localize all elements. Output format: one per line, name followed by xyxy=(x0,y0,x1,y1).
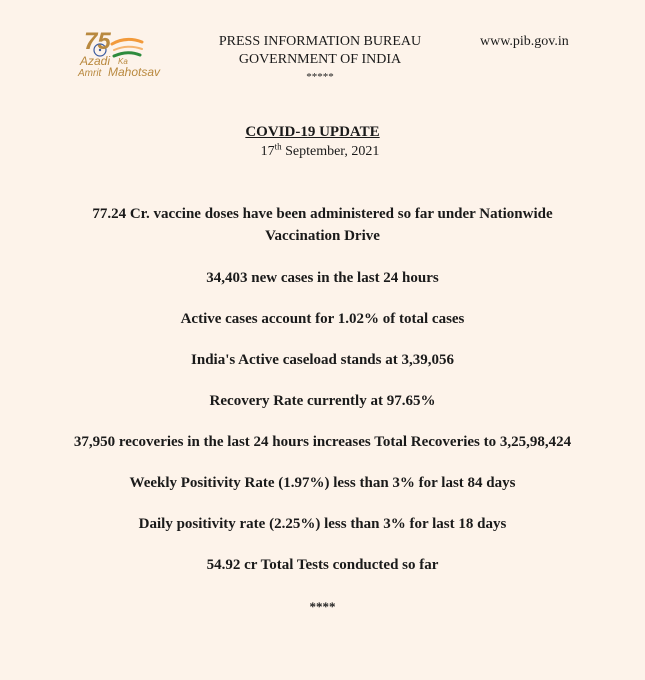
logo-number: 75 xyxy=(84,28,111,55)
date-suffix: th xyxy=(274,141,282,152)
date-day: 17 xyxy=(260,144,275,159)
org-name: PRESS INFORMATION BUREAU xyxy=(218,34,422,49)
highlight-recoveries: 37,950 recoveries in the last 24 hours increases Total Recoveries to 3,25,98,424 xyxy=(73,434,572,450)
date-rest: September, 2021 xyxy=(281,144,380,159)
highlight-vaccination: 77.24 Cr. vaccine doses have been administered so far under Nationwide Vaccination Drive xyxy=(92,206,553,244)
footer-stars: **** xyxy=(309,599,336,614)
highlights-list xyxy=(70,203,575,616)
highlight-active-share: Active cases account for 1.02% of total cases xyxy=(180,311,465,327)
government-name: GOVERNMENT OF INDIA xyxy=(238,52,402,67)
logo-azadi: Azadi xyxy=(80,54,111,68)
azadi-ka-amrit-mahotsav-logo xyxy=(78,30,170,86)
logo-ka: Ka xyxy=(118,57,128,66)
update-title: COVID-19 UPDATE xyxy=(245,124,380,140)
document-header xyxy=(190,33,450,85)
highlight-new-cases: 34,403 new cases in the last 24 hours xyxy=(206,270,439,286)
logo-amrit: Amrit xyxy=(78,68,102,79)
highlight-daily-positivity: Daily positivity rate (2.25%) less than 3% for last 18 days xyxy=(138,516,507,532)
highlight-total-tests: 54.92 cr Total Tests conducted so far xyxy=(206,557,439,573)
highlight-recovery-rate: Recovery Rate currently at 97.65% xyxy=(209,393,436,409)
highlight-active-caseload: India's Active caseload stands at 3,39,056 xyxy=(191,352,454,368)
header-stars: ***** xyxy=(306,71,334,83)
website-url: www.pib.gov.in xyxy=(480,34,569,49)
highlight-weekly-positivity: Weekly Positivity Rate (1.97%) less than 3% for last 84 days xyxy=(129,475,516,491)
logo-mahotsav: Mahotsav xyxy=(108,65,161,79)
update-date xyxy=(0,143,640,161)
